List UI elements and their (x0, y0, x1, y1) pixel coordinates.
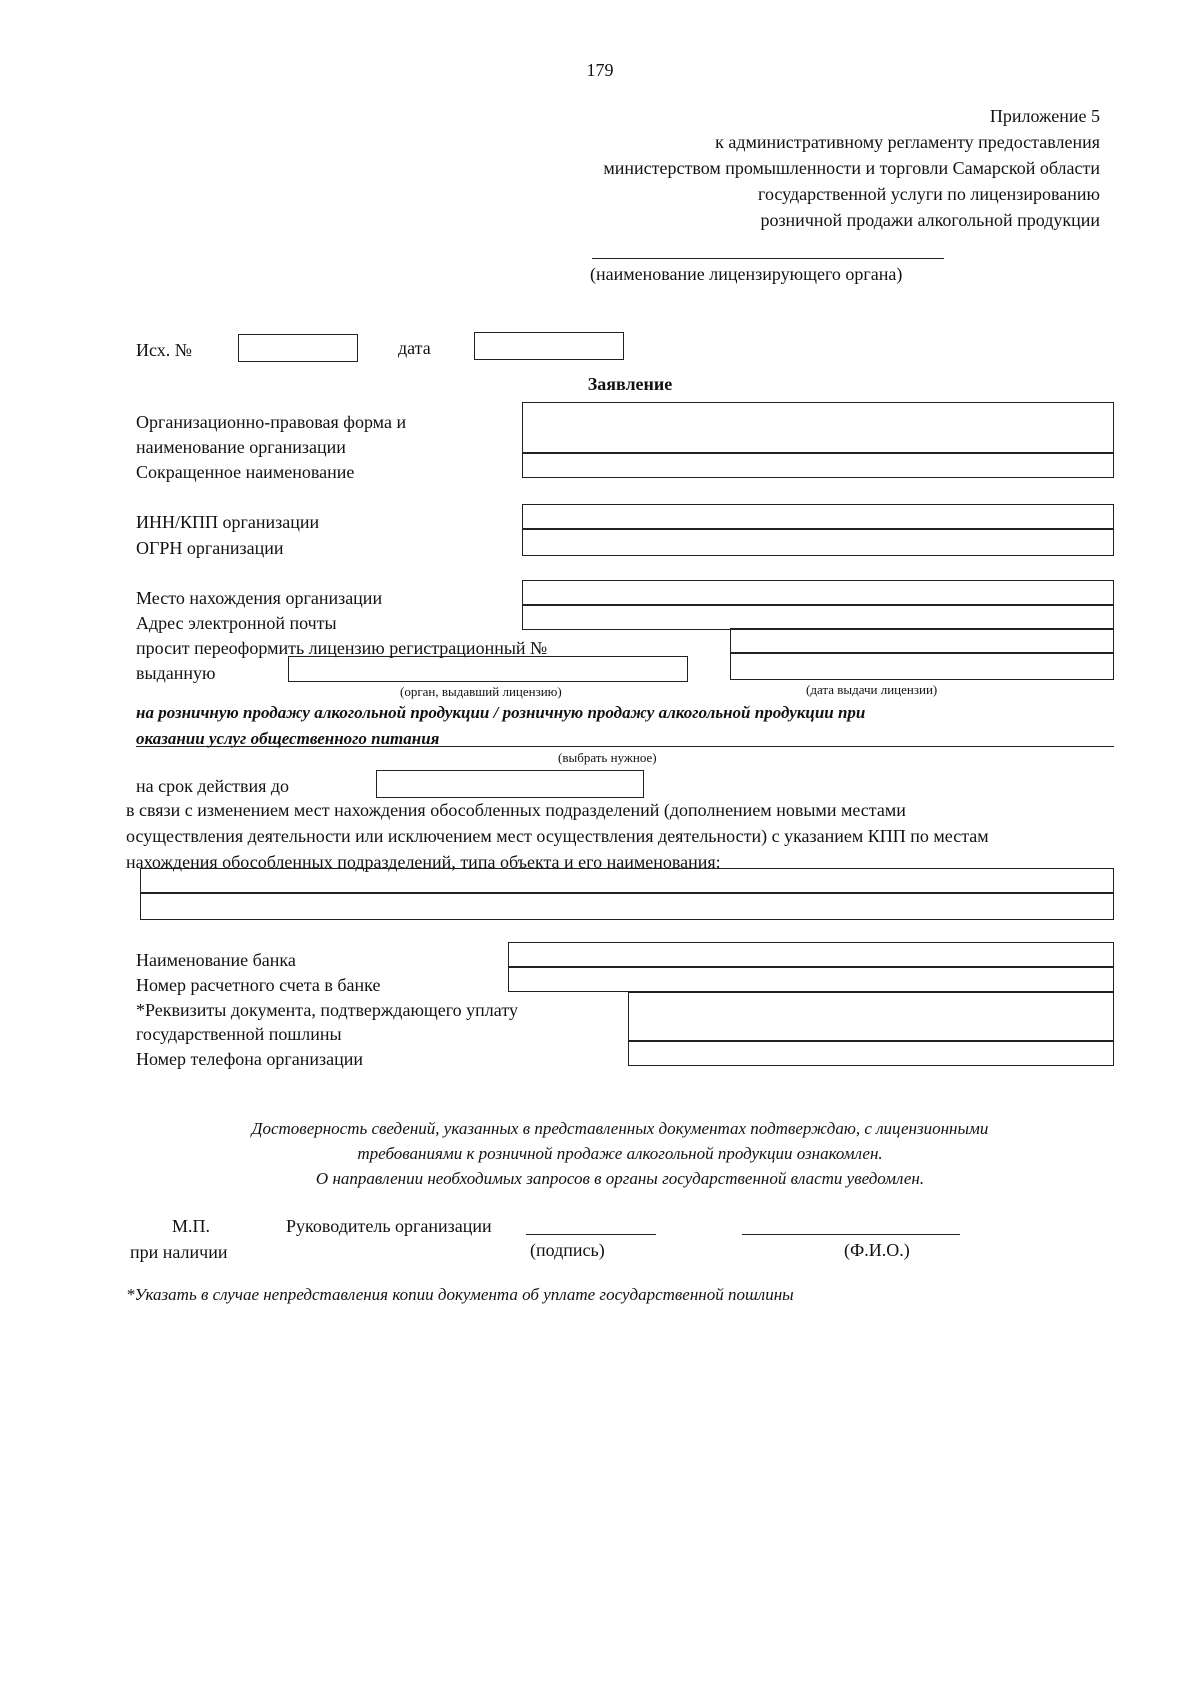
phone-field[interactable] (628, 1040, 1114, 1066)
issue-date-field[interactable] (730, 652, 1114, 680)
branches-field-2[interactable] (140, 892, 1114, 920)
short-name-field[interactable] (522, 452, 1114, 478)
licensing-body-caption: (наименование лицензирующего органа) (590, 264, 903, 284)
outgoing-number-label: Исх. № (136, 340, 192, 360)
retail-type-line-1: на розничную продажу алкогольной продукции / розничную продажу алкогольной продукции при (136, 703, 866, 722)
location-field[interactable] (522, 580, 1114, 606)
signature-line[interactable] (526, 1234, 656, 1235)
bank-name-field[interactable] (508, 942, 1114, 968)
page-number: 179 (586, 60, 614, 80)
date-label: дата (398, 338, 431, 358)
validity-label: на срок действия до (136, 776, 290, 796)
seal-label: М.П. (172, 1216, 211, 1236)
ogrn-field[interactable] (522, 528, 1114, 556)
retail-type-line-2: оказании услуг общественного питания (136, 729, 440, 748)
ogrn-label: ОГРН организации (136, 538, 284, 558)
account-number-field[interactable] (508, 966, 1114, 992)
date-field[interactable] (474, 332, 624, 360)
appendix-line-3: министерством промышленности и торговли Самарской области (603, 158, 1100, 178)
retail-type-underline (136, 746, 1114, 747)
fee-doc-label-2: государственной пошлины (136, 1024, 342, 1044)
outgoing-number-field[interactable] (238, 334, 358, 362)
inn-kpp-label: ИНН/КПП организации (136, 512, 320, 532)
inn-kpp-field[interactable] (522, 504, 1114, 530)
email-label: Адрес электронной почты (136, 613, 337, 633)
email-field[interactable] (522, 604, 1114, 630)
licensing-body-line[interactable] (592, 258, 944, 259)
fee-document-field[interactable] (628, 992, 1114, 1042)
signature-caption: (подпись) (530, 1240, 605, 1260)
location-label: Место нахождения организации (136, 588, 383, 608)
full-name-line[interactable] (742, 1234, 960, 1235)
appendix-line-4: государственной услуги по лицензированию (758, 184, 1100, 204)
issue-date-caption: (дата выдачи лицензии) (806, 682, 938, 697)
appendix-line-2: к административному регламенту предоставления (715, 132, 1100, 152)
confirmation-line-1: Достоверность сведений, указанных в представленных документах подтверждаю, с лицензионными (251, 1119, 989, 1138)
registration-number-field[interactable] (730, 628, 1114, 654)
choose-caption: (выбрать нужное) (558, 750, 657, 765)
account-label: Номер расчетного счета в банке (136, 975, 381, 995)
bank-name-label: Наименование банка (136, 950, 296, 970)
appendix-line-1: Приложение 5 (989, 106, 1100, 126)
seal-note: при наличии (130, 1242, 228, 1262)
reason-line-3: нахождения обособленных подразделений, типа объекта и его наименования: (126, 852, 721, 872)
full-name-caption: (Ф.И.О.) (844, 1240, 910, 1260)
issuer-caption: (орган, выдавший лицензию) (400, 684, 562, 699)
reason-line-2: осуществления деятельности или исключением мест осуществления деятельности) с указанием КПП по местам (126, 826, 989, 846)
validity-date-field[interactable] (376, 770, 644, 798)
confirmation-line-2: требованиями к розничной продаже алкогольной продукции ознакомлен. (357, 1144, 883, 1163)
head-label: Руководитель организации (286, 1216, 492, 1236)
reissue-label: просит переоформить лицензию регистрационный № (136, 638, 548, 658)
reason-line-1: в связи с изменением мест нахождения обособленных подразделений (дополнением новыми местами (126, 800, 906, 820)
issuer-field[interactable] (288, 656, 688, 682)
legal-form-label-2: наименование организации (136, 437, 346, 457)
short-name-label: Сокращенное наименование (136, 462, 355, 482)
branches-field-1[interactable] (140, 868, 1114, 894)
legal-form-name-field[interactable] (522, 402, 1114, 454)
issued-label: выданную (136, 663, 216, 683)
footnote: *Указать в случае непредставления копии документа об уплате государственной пошлины (126, 1285, 794, 1304)
legal-form-label-1: Организационно-правовая форма и (136, 412, 407, 432)
fee-doc-label-1: *Реквизиты документа, подтверждающего уплату (136, 1000, 518, 1020)
confirmation-line-3: О направлении необходимых запросов в органы государственной власти уведомлен. (315, 1169, 925, 1188)
form-title: Заявление (587, 374, 673, 394)
appendix-line-5: розничной продажи алкогольной продукции (760, 210, 1100, 230)
phone-label: Номер телефона организации (136, 1049, 364, 1069)
